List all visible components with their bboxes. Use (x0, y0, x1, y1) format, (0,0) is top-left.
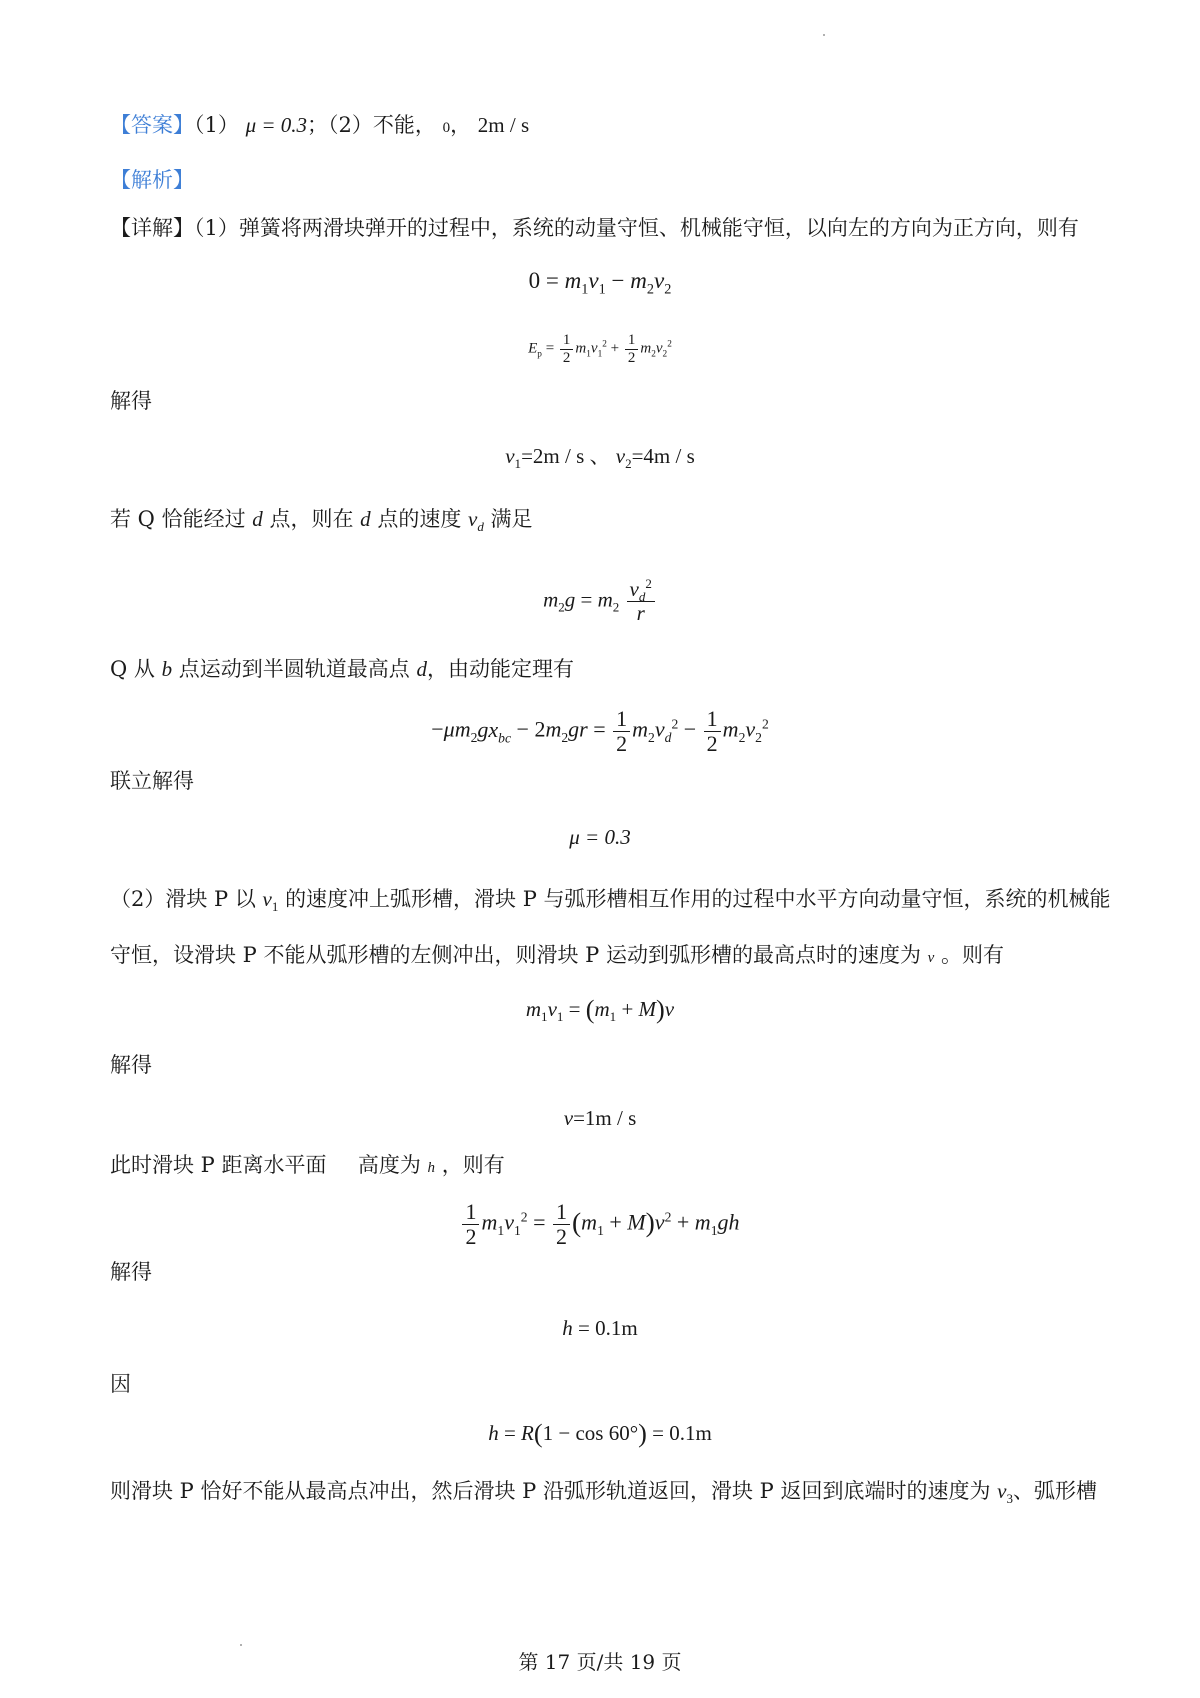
symbol-d-2: d (360, 507, 371, 531)
text-jiede-3: 解得 (110, 1260, 152, 1284)
part2-b2: 。则有 (941, 943, 1005, 967)
equation-energy-2: $\frac{1}{2}$ $m_1v_1^2$ = $\frac{1}{2}$ $(m_1 + M)v^2 + m_1gh$ (0, 1200, 1200, 1249)
detail-label: 【详解】 (110, 216, 194, 240)
answer-zero: 0 (442, 120, 451, 136)
answer-mu: μ = 0.3 (245, 113, 308, 137)
part2-d1: 则滑块 P 恰好不能从最高点冲出，然后滑块 P 沿弧形轨道返回，滑块 P 返回到底端时的速度为 (110, 1479, 991, 1503)
text-jiede-1: 解得 (110, 389, 152, 413)
equation-h-result: h = 0.1m (562, 1316, 638, 1340)
page-footer: 第 17 页/共 19 页 (518, 1650, 682, 1674)
equation-h-geometry: h = R(1 − cos 60°) = 0.1m (488, 1419, 712, 1448)
q-b-part-a: Q 从 (110, 657, 155, 681)
equation-v1-v2: $v_1=2m / s$ 、 $v_2=4m / s$ (505, 444, 695, 472)
symbol-d-1: d (252, 507, 263, 531)
q-d-part-c: 点的速度 (377, 507, 462, 531)
text-q-d-condition (110, 504, 533, 534)
part2-c3: ，则有 (441, 1153, 505, 1177)
part2-a1: （2）滑块 P 以 (110, 887, 256, 911)
equation-energy: $E_p$ = $\frac{1}{2}$ $m_1v_1^2$ + $\frac{1}{2}$ $m_2v_2^2$ (528, 332, 672, 366)
part2-a2: 的速度冲上弧形槽，滑块 P 与弧形槽相互作用的过程中水平方向动量守恒，系统的机械能 (285, 887, 1111, 911)
q-d-part-b: 点，则在 (269, 507, 354, 531)
text-part2-line1 (110, 884, 1111, 914)
symbol-v1: $v_1$ (262, 887, 279, 915)
q-b-part-b: 点运动到半圆轨道最高点 (178, 657, 410, 681)
part2-b1: 守恒，设滑块 P 不能从弧形槽的左侧冲出，则滑块 P 运动到弧形槽的最高点时的速度为 (110, 943, 921, 967)
text-yin: 因 (110, 1372, 131, 1396)
equation-work-energy: $-\mu m_2gx_{bc} - 2m_2gr$ = $\frac{1}{2}$ $m_2v_d^2$ − $\frac{1}{2}$ $m_2v_2^2$ (431, 706, 769, 757)
text-last-line (110, 1476, 1097, 1506)
equation-mu-result: μ = 0.3 (569, 825, 631, 849)
answer-line (110, 110, 529, 143)
equation-v-result: v=1m / s (563, 1106, 637, 1130)
symbol-vd: $v_d$ (468, 507, 484, 535)
text-height (110, 1150, 505, 1183)
answer-part1: （1） (194, 113, 239, 137)
text-part2-line2 (110, 940, 1004, 973)
equation-momentum-2: $m_1v_1 = (m_1 + M)v$ (525, 995, 675, 1025)
part2-c2: 高度为 (357, 1153, 421, 1177)
equation-momentum: $0 = m_1v_1 - m_2v_2$ (528, 268, 672, 298)
equation-centripetal: $m_2g = m_2$ $\frac{v_d^2}{r}$ (0, 578, 1200, 625)
analysis-label: 【解析】 (110, 168, 194, 192)
speck-top-right (823, 34, 825, 36)
part2-d2: 、弧形槽 (1012, 1479, 1097, 1503)
text-q-b-d (110, 654, 574, 684)
part2-c1: 此时滑块 P 距离水平面 (110, 1153, 327, 1177)
detail-text: （1）弹簧将两滑块弹开的过程中，系统的动量守恒、机械能守恒，以向左的方向为正方向，则有 (194, 216, 1079, 240)
text-jiede-2: 解得 (110, 1053, 152, 1077)
answer-speed: 2m / s (477, 113, 530, 137)
symbol-b: b (161, 657, 173, 681)
answer-label: 【答案】 (110, 113, 194, 137)
symbol-v3: $v_3$ (997, 1479, 1013, 1507)
q-d-part-a: 若 Q 恰能经过 (110, 507, 246, 531)
q-d-part-d: 满足 (490, 507, 533, 531)
answer-sep: ；（2）不能， (307, 113, 436, 137)
symbol-h: h (427, 1160, 436, 1176)
symbol-d-3: d (416, 657, 427, 681)
answer-comma: ， (450, 113, 472, 137)
text-lianli: 联立解得 (110, 769, 194, 793)
detail-line (110, 213, 1079, 243)
q-b-part-c: ，由动能定理有 (426, 657, 574, 681)
symbol-v: v (927, 950, 935, 966)
